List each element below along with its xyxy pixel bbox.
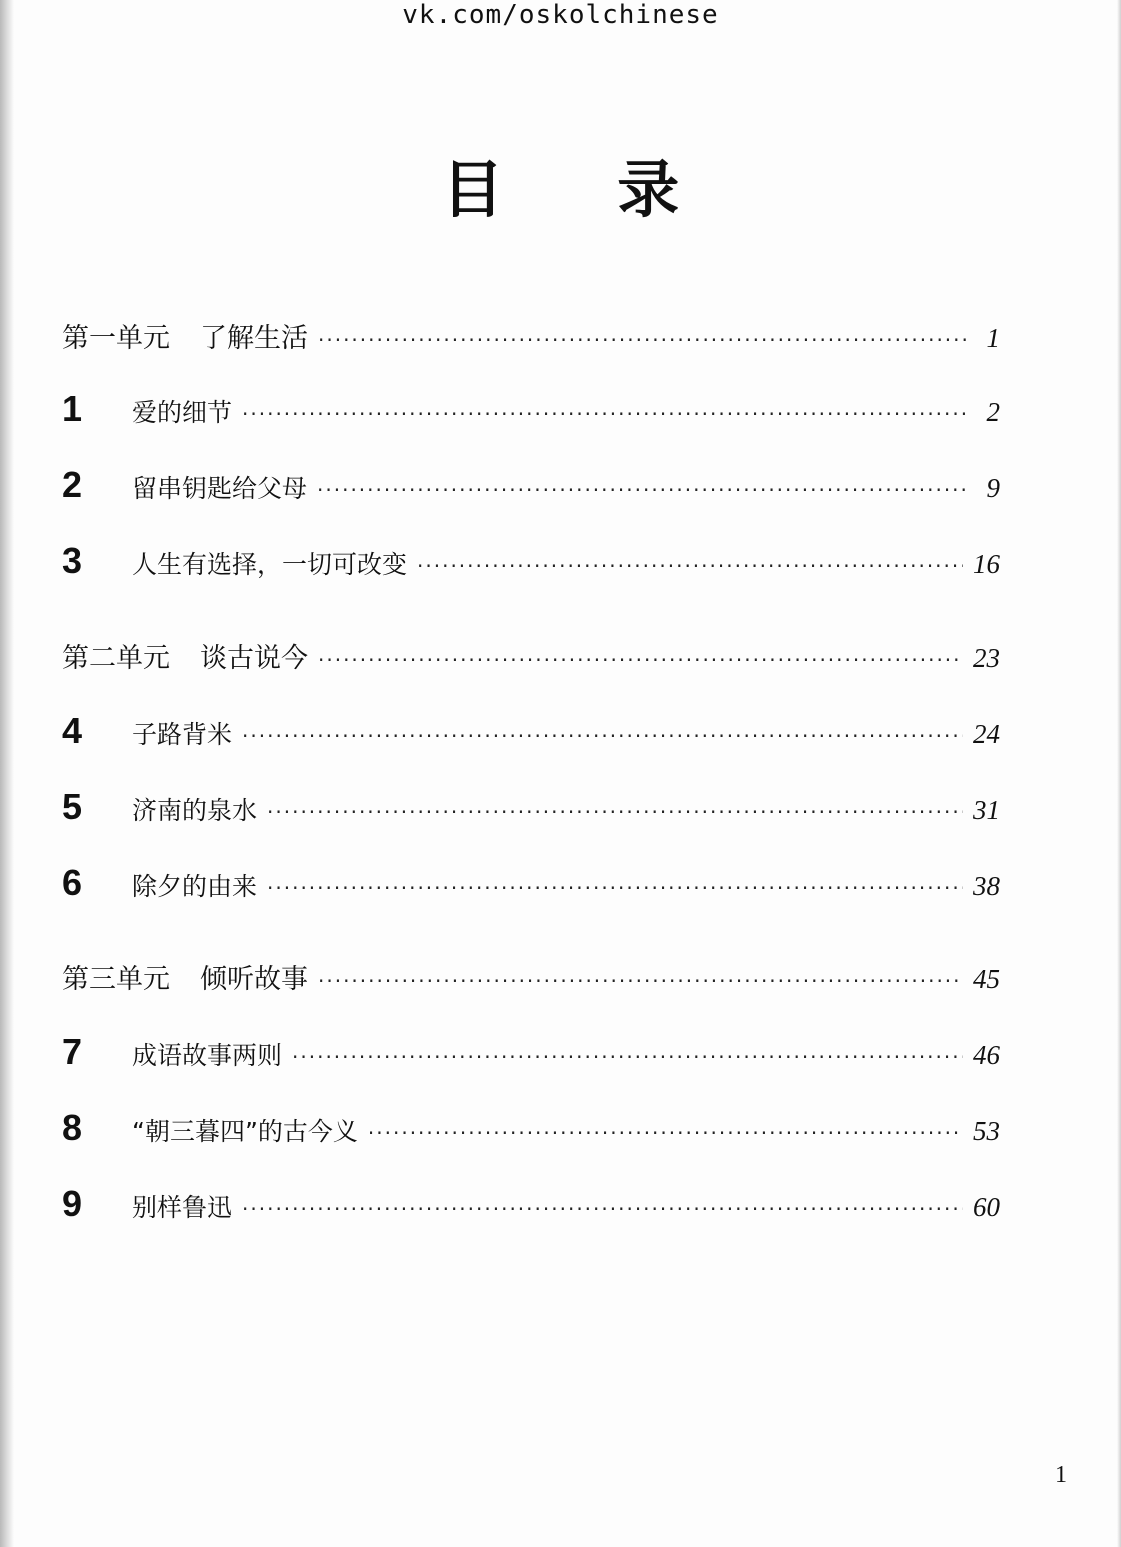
toc-lesson-4[interactable] (62, 710, 1000, 752)
toc-lesson-8[interactable] (62, 1107, 1000, 1149)
lesson-title: 留串钥匙给父母 (132, 474, 308, 503)
unit-label: 第二单元 (62, 643, 170, 674)
page-ref: 1 (986, 323, 1000, 353)
dot-leader (242, 1197, 963, 1221)
lesson-title: 爱的细节 (132, 398, 233, 427)
lesson-title: 济南的泉水 (132, 796, 258, 825)
toc-lesson-7[interactable] (62, 1031, 1000, 1073)
unit-label: 第一单元 (62, 323, 170, 354)
lesson-number: 2 (62, 464, 83, 505)
toc-lesson-1[interactable] (62, 388, 1000, 430)
lesson-number: 7 (62, 1031, 83, 1072)
page-title: 目 录 (441, 153, 726, 226)
dot-leader (318, 328, 968, 352)
toc-unit-2[interactable] (62, 636, 1000, 675)
unit-subtitle: 倾听故事 (200, 964, 308, 995)
dot-leader (267, 800, 963, 824)
lesson-title: 人生有选择，一切可改变 (132, 550, 408, 579)
lesson-title: “朝三暮四”的古今义 (132, 1117, 358, 1146)
page-ref: 2 (986, 397, 1000, 427)
lesson-number: 5 (62, 786, 83, 827)
page-ref: 45 (973, 964, 1000, 994)
toc-lesson-5[interactable] (62, 786, 1000, 828)
page-ref: 23 (973, 643, 1000, 673)
lesson-number: 8 (62, 1107, 83, 1148)
dot-leader (317, 478, 968, 502)
page-ref: 24 (973, 719, 1000, 749)
unit-subtitle: 了解生活 (200, 323, 308, 354)
lesson-number: 3 (62, 540, 83, 581)
page-ref: 16 (973, 549, 1000, 579)
toc-lesson-3[interactable] (62, 540, 1000, 582)
toc-lesson-2[interactable] (62, 464, 1000, 506)
toc-unit-1[interactable] (62, 316, 1000, 355)
lesson-number: 4 (62, 710, 83, 751)
dot-leader (242, 724, 963, 748)
unit-label: 第三单元 (62, 964, 170, 995)
toc-lesson-9[interactable] (62, 1183, 1000, 1225)
page-ref: 46 (973, 1040, 1000, 1070)
page-ref: 31 (973, 795, 1000, 825)
lesson-number: 1 (62, 388, 83, 429)
footer-page-number: 1 (1055, 1462, 1067, 1488)
lesson-title: 别样鲁迅 (132, 1193, 233, 1222)
dot-leader (318, 969, 963, 993)
unit-subtitle: 谈古说今 (200, 643, 308, 674)
lesson-title: 子路背米 (132, 720, 233, 749)
page-ref: 9 (986, 473, 1000, 503)
toc-unit-3[interactable] (62, 957, 1000, 996)
toc-lesson-6[interactable] (62, 862, 1000, 904)
page-ref: 53 (973, 1116, 1000, 1146)
dot-leader (292, 1045, 963, 1069)
dot-leader (417, 554, 963, 578)
dot-leader (368, 1121, 963, 1145)
dot-leader (242, 402, 968, 426)
lesson-title: 除夕的由来 (132, 872, 258, 901)
page-binding-shadow (0, 0, 14, 1547)
dot-leader (318, 648, 963, 672)
lesson-number: 6 (62, 862, 83, 903)
lesson-number: 9 (62, 1183, 83, 1224)
watermark-url: vk.com/oskolchinese (402, 0, 719, 30)
lesson-title: 成语故事两则 (132, 1041, 283, 1070)
page-ref: 60 (973, 1192, 1000, 1222)
page-edge-shadow (1117, 0, 1121, 1547)
page-ref: 38 (973, 871, 1000, 901)
dot-leader (267, 876, 963, 900)
